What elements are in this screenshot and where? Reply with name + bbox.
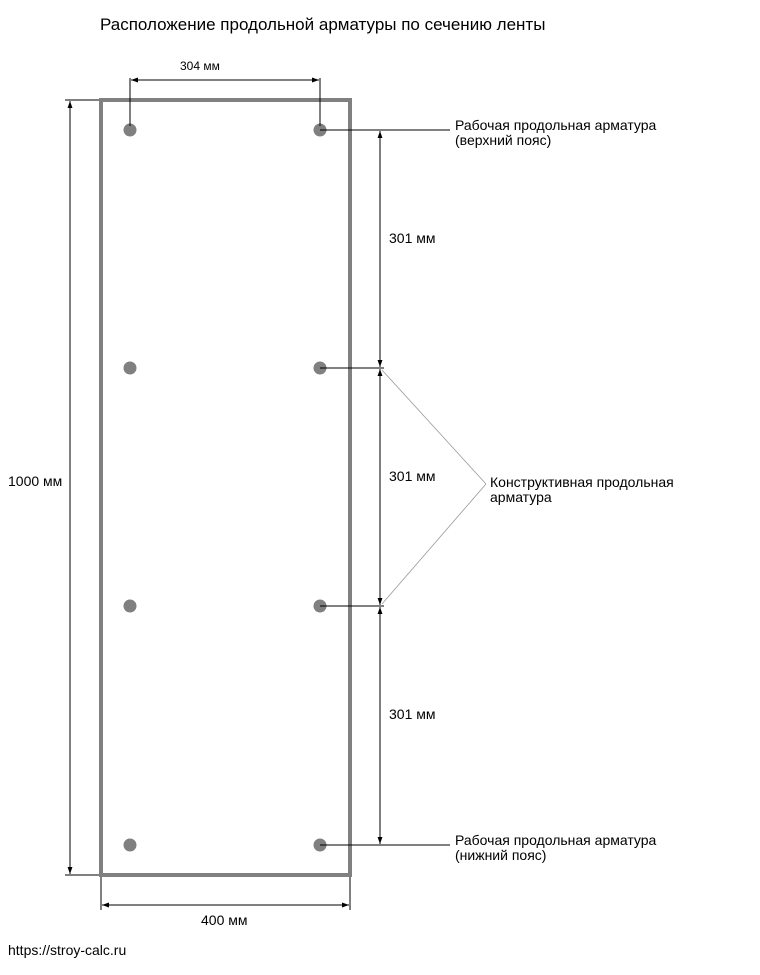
dim-label-rebar-spacing: 304 мм <box>180 59 220 73</box>
structural-leader-lines <box>382 370 486 604</box>
dim-section-width <box>101 877 350 910</box>
dim-label-vertical-1: 301 мм <box>389 230 436 246</box>
dim-label-section-width: 400 мм <box>201 912 248 928</box>
dim-section-height <box>65 100 99 875</box>
callout-structural-line2: арматура <box>490 489 552 505</box>
dim-label-vertical-3: 301 мм <box>389 706 436 722</box>
rebar-group <box>124 124 327 852</box>
callout-top-working-line2: (верхний пояс) <box>455 132 552 148</box>
callout-bottom-working-line2: (нижний пояс) <box>455 847 547 863</box>
section-outline <box>101 100 350 875</box>
dim-label-vertical-2: 301 мм <box>389 468 436 484</box>
callout-structural-line1: Конструктивная продольная <box>490 474 674 490</box>
rebar-mid2-left <box>124 600 137 613</box>
callout-top-working-line1: Рабочая продольная арматура <box>455 117 657 133</box>
callout-bottom-working-line1: Рабочая продольная арматура <box>455 832 657 848</box>
footer-url: https://stroy-calc.ru <box>8 942 127 958</box>
rebar-mid1-left <box>124 362 137 375</box>
diagram-title: Расположение продольной арматуры по сечению ленты <box>100 15 546 34</box>
dim-label-section-height: 1000 мм <box>8 473 63 489</box>
rebar-bottom-left <box>124 839 137 852</box>
